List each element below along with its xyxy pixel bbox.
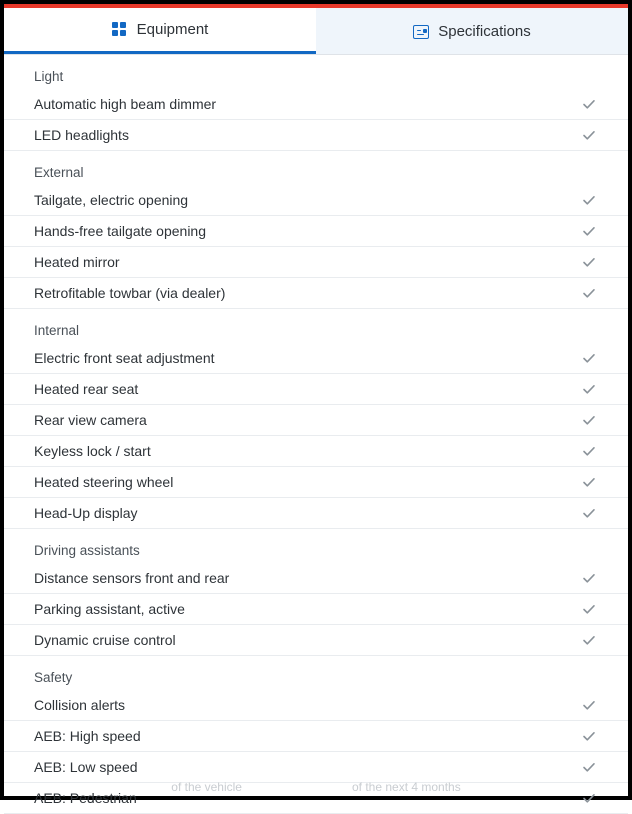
check-icon bbox=[580, 222, 598, 240]
ghost-text-left: of the vehicle bbox=[171, 780, 242, 794]
check-icon bbox=[580, 504, 598, 522]
list-item-label: Automatic high beam dimmer bbox=[34, 96, 217, 112]
check-icon bbox=[580, 789, 598, 807]
list-item-label: Tailgate, electric opening bbox=[34, 192, 189, 208]
check-icon bbox=[580, 696, 598, 714]
equipment-list bbox=[4, 55, 628, 814]
check-icon bbox=[580, 600, 598, 618]
list-item-label: Collision alerts bbox=[34, 697, 126, 713]
group-title-internal: Internal bbox=[34, 323, 80, 338]
list-item[interactable] bbox=[4, 721, 628, 752]
check-icon bbox=[580, 253, 598, 271]
list-item-label: Heated steering wheel bbox=[34, 474, 174, 490]
list-item[interactable] bbox=[4, 247, 628, 278]
list-item[interactable] bbox=[4, 405, 628, 436]
check-icon bbox=[580, 569, 598, 587]
check-icon bbox=[580, 727, 598, 745]
list-item[interactable] bbox=[4, 278, 628, 309]
tab-equipment[interactable] bbox=[4, 8, 316, 54]
tab-bar bbox=[4, 8, 628, 55]
equipment-grid-icon bbox=[112, 22, 128, 38]
specifications-list-icon bbox=[413, 25, 429, 39]
check-icon bbox=[580, 349, 598, 367]
check-icon bbox=[580, 380, 598, 398]
list-item[interactable] bbox=[4, 625, 628, 656]
list-item-label: Heated rear seat bbox=[34, 381, 139, 397]
list-item-label: Retrofitable towbar (via dealer) bbox=[34, 285, 226, 301]
list-item[interactable] bbox=[4, 185, 628, 216]
check-icon bbox=[580, 411, 598, 429]
check-icon bbox=[580, 631, 598, 649]
list-item-label: Heated mirror bbox=[34, 254, 120, 270]
ghost-text-right: of the next 4 months bbox=[351, 780, 461, 794]
list-item-label: Rear view camera bbox=[34, 412, 147, 428]
list-item-label: AEB: High speed bbox=[34, 728, 141, 744]
check-icon bbox=[580, 191, 598, 209]
list-item[interactable] bbox=[4, 563, 628, 594]
list-item[interactable] bbox=[4, 467, 628, 498]
tab-specifications[interactable] bbox=[316, 8, 628, 54]
list-item[interactable] bbox=[4, 594, 628, 625]
list-item[interactable] bbox=[4, 498, 628, 529]
group-title-driving-assistants: Driving assistants bbox=[34, 543, 140, 558]
tab-specifications-label: Specifications bbox=[438, 22, 531, 40]
list-item[interactable] bbox=[4, 752, 628, 783]
group-title-light: Light bbox=[34, 69, 64, 84]
list-item[interactable] bbox=[4, 343, 628, 374]
content-panel bbox=[4, 8, 628, 806]
list-item[interactable] bbox=[4, 216, 628, 247]
check-icon bbox=[580, 442, 598, 460]
list-item-label: Keyless lock / start bbox=[34, 443, 151, 459]
list-item[interactable] bbox=[4, 374, 628, 405]
list-item-label: Electric front seat adjustment bbox=[34, 350, 215, 366]
check-icon bbox=[580, 126, 598, 144]
list-item-label: Distance sensors front and rear bbox=[34, 570, 230, 586]
group-title-safety: Safety bbox=[34, 670, 73, 685]
tab-equipment-label: Equipment bbox=[136, 21, 209, 38]
check-icon bbox=[580, 758, 598, 776]
list-item[interactable] bbox=[4, 89, 628, 120]
list-item-label: Hands-free tailgate opening bbox=[34, 223, 207, 239]
list-item[interactable] bbox=[4, 436, 628, 467]
list-item-label: Dynamic cruise control bbox=[34, 632, 176, 648]
list-item[interactable] bbox=[4, 783, 628, 814]
check-icon bbox=[580, 95, 598, 113]
list-item-label: AEB: Pedestrian bbox=[34, 790, 137, 806]
list-item[interactable] bbox=[4, 690, 628, 721]
list-item-label: Head-Up display bbox=[34, 505, 138, 521]
group-title-external: External bbox=[34, 165, 84, 180]
list-item-label: Parking assistant, active bbox=[34, 601, 185, 617]
list-item-label: AEB: Low speed bbox=[34, 759, 138, 775]
check-icon bbox=[580, 473, 598, 491]
check-icon bbox=[580, 284, 598, 302]
list-item[interactable] bbox=[4, 120, 628, 151]
list-item-label: LED headlights bbox=[34, 127, 129, 143]
